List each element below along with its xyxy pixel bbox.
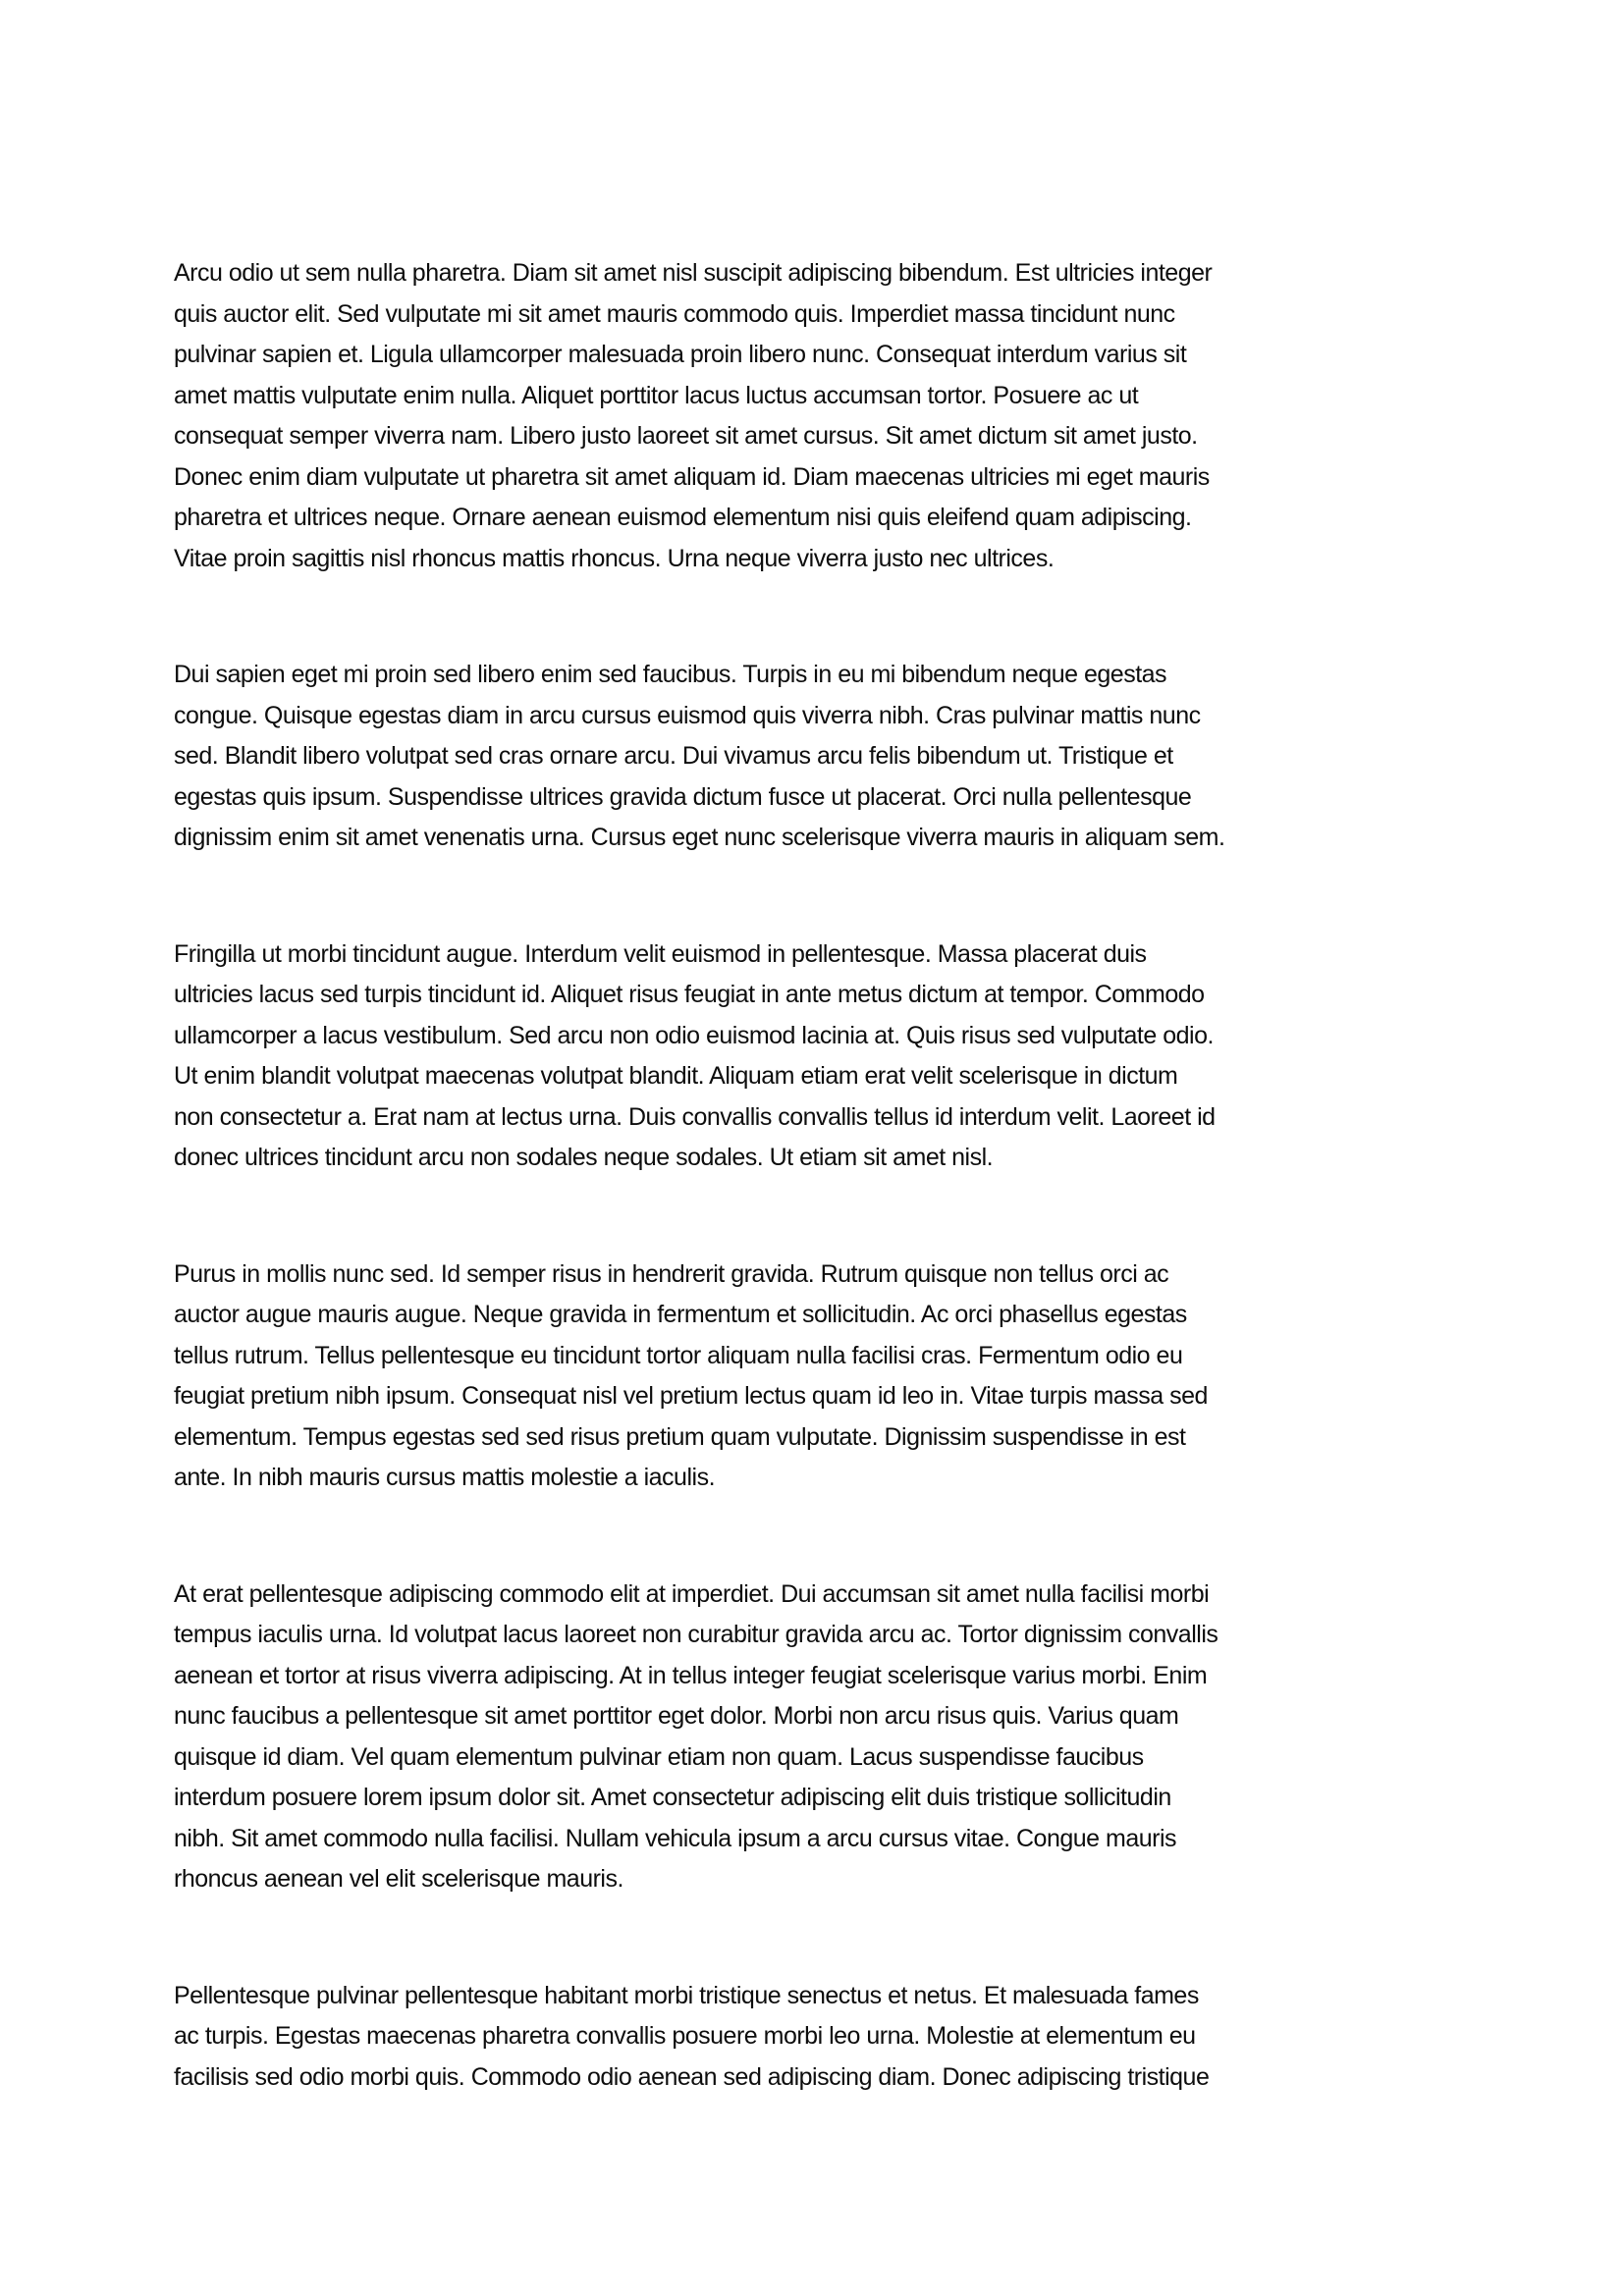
text-line: facilisis sed odio morbi quis. Commodo odio aenean sed adipiscing diam. Donec adipiscing tristique [174, 2062, 1210, 2091]
text-line: Pellentesque pulvinar pellentesque habitant morbi tristique senectus et netus. Et malesuada fames [174, 1981, 1199, 2009]
paragraph [174, 1255, 1536, 1499]
text-line: At erat pellentesque adipiscing commodo elit at imperdiet. Dui accumsan sit amet nulla facilisi morbi [174, 1579, 1210, 1608]
text-line: feugiat pretium nibh ipsum. Consequat nisl vel pretium lectus quam id leo in. Vitae turpis massa sed [174, 1382, 1208, 1410]
paragraph [174, 655, 1536, 859]
text-line: Purus in mollis nunc sed. Id semper risus in hendrerit gravida. Rutrum quisque non tellus orci ac [174, 1259, 1169, 1288]
text-line: tellus rutrum. Tellus pellentesque eu tincidunt tortor aliquam nulla facilisi cras. Fermentum odio eu [174, 1341, 1183, 1369]
text-line: amet mattis vulputate enim nulla. Aliquet porttitor lacus luctus accumsan tortor. Posuere ac ut [174, 381, 1139, 409]
text-line: ultricies lacus sed turpis tincidunt id. Aliquet risus feugiat in ante metus dictum at tempor. Commodo [174, 981, 1205, 1008]
text-line: rhoncus aenean vel elit scelerisque mauris. [174, 1865, 623, 1893]
text-line: pharetra et ultrices neque. Ornare aenean euismod elementum nisi quis eleifend quam adipiscing. [174, 504, 1192, 531]
paragraph [174, 934, 1536, 1179]
text-line: Vitae proin sagittis nisl rhoncus mattis rhoncus. Urna neque viverra justo nec ultrices. [174, 544, 1055, 572]
text-line: egestas quis ipsum. Suspendisse ultrices gravida dictum fusce ut placerat. Orci nulla pellentesque [174, 782, 1192, 811]
text-line: elementum. Tempus egestas sed sed risus pretium quam vulputate. Dignissim suspendisse in est [174, 1422, 1186, 1451]
text-line: ac turpis. Egestas maecenas pharetra convallis posuere morbi leo urna. Molestie at elementum eu [174, 2022, 1196, 2050]
paragraph [174, 1575, 1536, 1900]
text-line: donec ultrices tincidunt arcu non sodales neque sodales. Ut etiam sit amet nisl. [174, 1144, 994, 1171]
text-line: nunc faucibus a pellentesque sit amet porttitor eget dolor. Morbi non arcu risus quis. Varius quam [174, 1702, 1179, 1730]
text-line: quis auctor elit. Sed vulputate mi sit amet mauris commodo quis. Imperdiet massa tincidunt nunc [174, 299, 1175, 328]
text-line: consequat semper viverra nam. Libero justo laoreet sit amet cursus. Sit amet dictum sit amet justo. [174, 422, 1198, 450]
text-line: ullamcorper a lacus vestibulum. Sed arcu non odio euismod lacinia at. Quis risus sed vulputate odio. [174, 1021, 1214, 1049]
text-line: quisque id diam. Vel quam elementum pulvinar etiam non quam. Lacus suspendisse faucibus [174, 1742, 1144, 1771]
text-line: non consectetur a. Erat nam at lectus urna. Duis convallis convallis tellus id interdum velit. Laoreet id [174, 1102, 1216, 1131]
text-line: sed. Blandit libero volutpat sed cras ornare arcu. Dui vivamus arcu felis bibendum ut. Tristique et [174, 742, 1173, 770]
text-line: Arcu odio ut sem nulla pharetra. Diam sit amet nisl suscipit adipiscing bibendum. Est ultricies integer [174, 259, 1213, 287]
text-line: tempus iaculis urna. Id volutpat lacus laoreet non curabitur gravida arcu ac. Tortor dignissim convallis [174, 1621, 1218, 1648]
text-line: interdum posuere lorem ipsum dolor sit. Amet consectetur adipiscing elit duis tristique sollicitudin [174, 1784, 1171, 1811]
text-line: aenean et tortor at risus viverra adipiscing. At in tellus integer feugiat scelerisque varius morbi. Enim [174, 1661, 1208, 1689]
text-line: Ut enim blandit volutpat maecenas volutpat blandit. Aliquam etiam erat velit scelerisque in dictum [174, 1062, 1178, 1090]
text-line: congue. Quisque egestas diam in arcu cursus euismod quis viverra nibh. Cras pulvinar mattis nunc [174, 701, 1201, 729]
text-line: pulvinar sapien et. Ligula ullamcorper malesuada proin libero nunc. Consequat interdum varius sit [174, 341, 1187, 368]
paragraph [174, 253, 1536, 579]
text-line: nibh. Sit amet commodo nulla facilisi. Nullam vehicula ipsum a arcu cursus vitae. Congue mauris [174, 1824, 1177, 1852]
paragraph [174, 1976, 1536, 2099]
text-line: ante. In nibh mauris cursus mattis molestie a iaculis. [174, 1464, 716, 1491]
text-line: Dui sapien eget mi proin sed libero enim sed faucibus. Turpis in eu mi bibendum neque egestas [174, 661, 1167, 688]
text-line: Donec enim diam vulputate ut pharetra sit amet aliquam id. Diam maecenas ultricies mi eget mauris [174, 462, 1210, 491]
document-text [174, 253, 1536, 2098]
text-line: Fringilla ut morbi tincidunt augue. Interdum velit euismod in pellentesque. Massa placerat duis [174, 939, 1147, 968]
text-line: auctor augue mauris augue. Neque gravida in fermentum et sollicitudin. Ac orci phasellus egestas [174, 1301, 1187, 1328]
text-line: dignissim enim sit amet venenatis urna. Cursus eget nunc scelerisque viverra mauris in aliquam sem. [174, 824, 1225, 851]
